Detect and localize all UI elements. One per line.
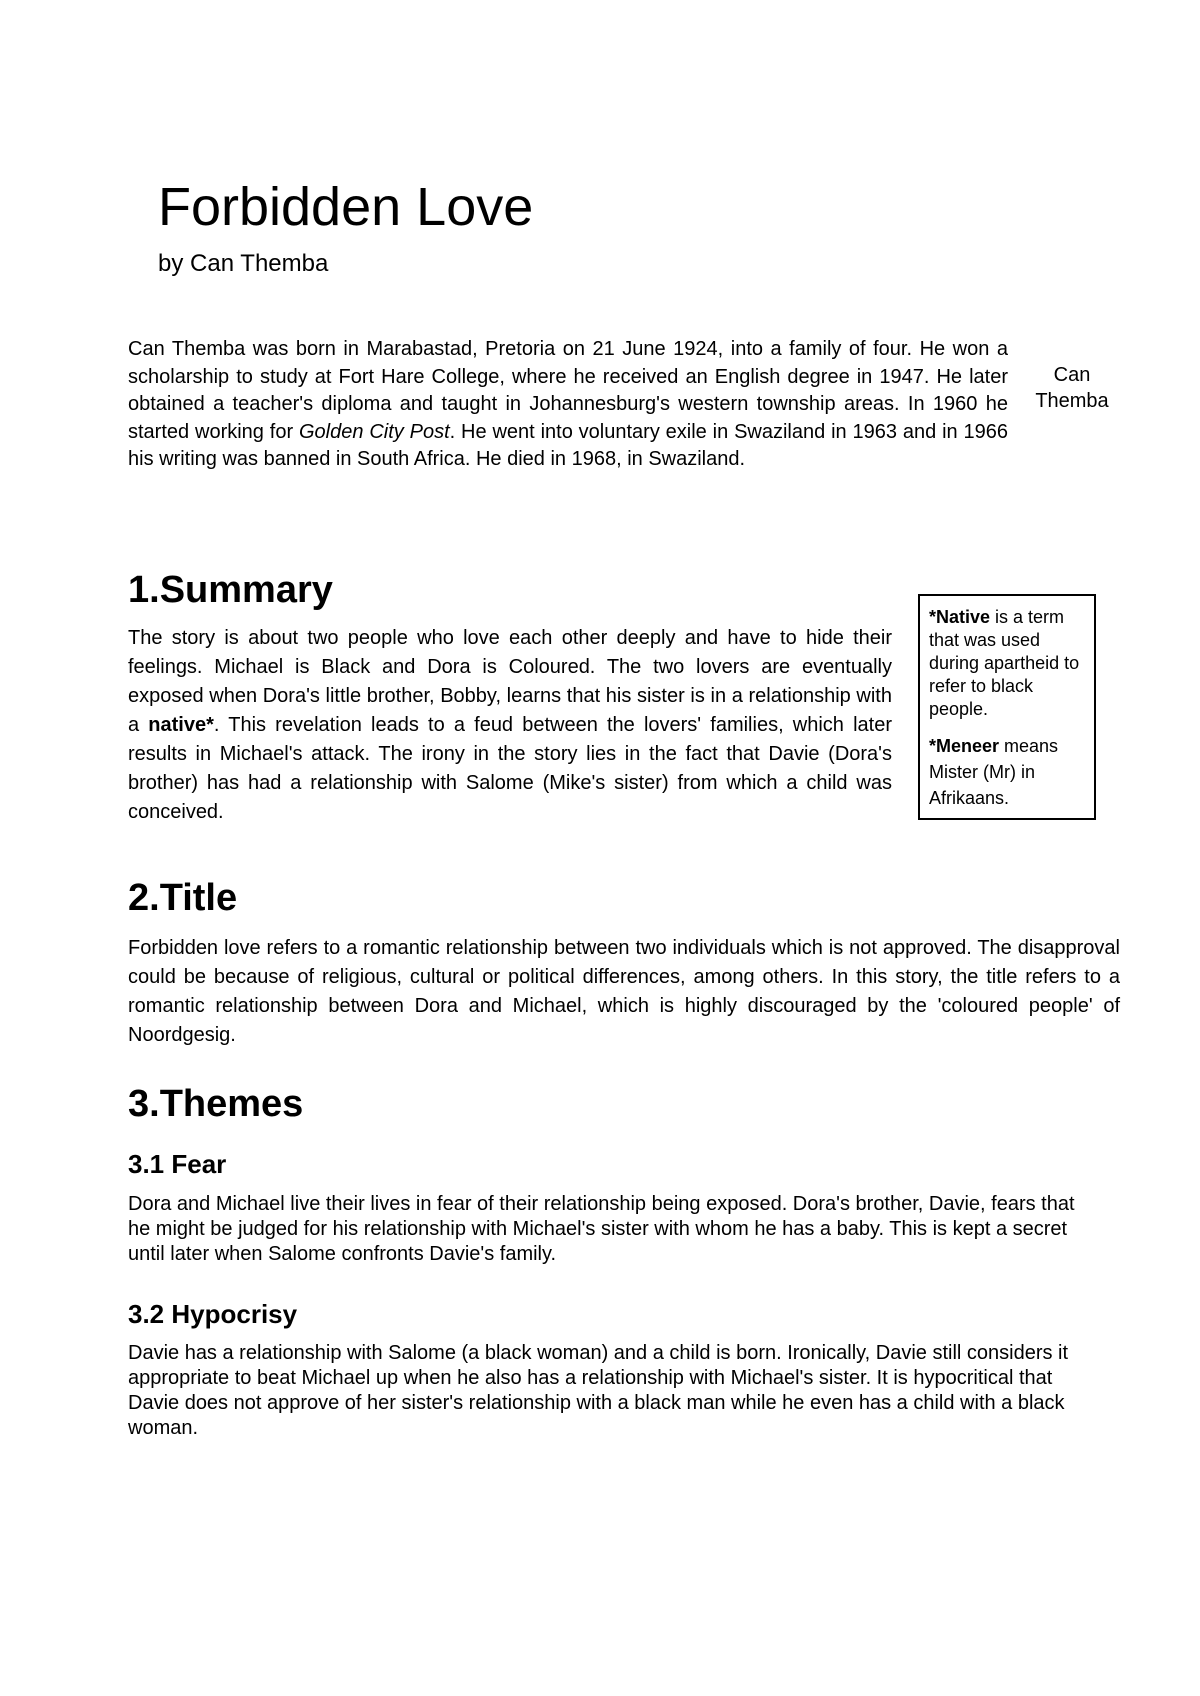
summary-text-part-1: The story is about two people who love each other deeply and have to hide their feelings. Michael is Black and Dora is Coloured. The two lovers are eventually exposed when Dora's little brother, Bobby, learns that his sister is in a relationship with a — [128, 627, 892, 736]
bio-text-part-1: Can Themba was born in Marabastad, Pretoria on 21 June 1924, into a family of four. He won a scholarship to study at Fort Hare College, where he received an English degree in 1947. He later obtained a teacher's diploma and taught in Johannesburg's western township areas. In 1960 he started working for — [128, 338, 1008, 443]
theme-fear-paragraph: Dora and Michael live their lives in fear of their relationship being exposed. Dora's brother, Davie, fears that he might be judged for his relationship with Michael's sister with whom he has a baby. This is kept a secret until later when Salome confronts Davie's family. — [128, 1193, 1075, 1265]
bio-text-part-2: . He went into voluntary exile in Swaziland in 1963 and in 1966 his writing was banned in South Africa. He died in 1968, in Swaziland. — [128, 420, 1008, 470]
glossary-native — [929, 606, 1085, 721]
author-byline: by Can Themba — [158, 250, 329, 277]
glossary-meneer-term: *Meneer — [929, 736, 1000, 756]
glossary-meneer-definition: means Mister (Mr) in Afrikaans. — [929, 736, 1059, 808]
author-biography — [128, 336, 1008, 474]
theme-hypocrisy-paragraph: Davie has a relationship with Salome (a black woman) and a child is born. Ironically, Davie still considers it appropriate to beat Michael up when he also has a relationship with Michael's sister. It is hypocritical that Davie does not approve of her sister's relationship with a black man while he even has a child with a black woman. — [128, 1342, 1069, 1439]
glossary-meneer — [929, 733, 1085, 811]
author-photo-caption: Can Themba — [1035, 364, 1109, 412]
glossary-native-term: *Native — [929, 607, 991, 627]
theme-fear-heading: 3.1 Fear — [128, 1149, 227, 1179]
title-section-heading: 2.Title — [128, 877, 238, 919]
document-title: Forbidden Love — [158, 177, 534, 237]
glossary-note-box — [918, 594, 1096, 820]
summary-text-part-2: . This revelation leads to a feud between the lovers' families, which later results in Michael's attack. The irony in the story lies in the fact that Davie (Dora's brother) has had a relationship with Salome (Mike's sister) from which a child was conceived. — [128, 714, 892, 823]
theme-hypocrisy-heading: 3.2 Hypocrisy — [128, 1299, 298, 1329]
title-section-paragraph: Forbidden love refers to a romantic relationship between two individuals which is not approved. The disapproval could be because of religious, cultural or political differences, among others. In this story, the title refers to a romantic relationship between Dora and Michael, which is highly discouraged by the 'coloured people' of Noordgesig. — [128, 937, 1120, 1046]
summary-native-term: native* — [148, 714, 214, 736]
summary-paragraph — [128, 624, 892, 827]
themes-heading: 3.Themes — [128, 1083, 304, 1125]
bio-publication-title: Golden City Post — [298, 420, 450, 443]
glossary-native-definition: is a term that was used during apartheid to refer to black people. — [929, 607, 1080, 719]
summary-heading: 1.Summary — [128, 569, 333, 611]
